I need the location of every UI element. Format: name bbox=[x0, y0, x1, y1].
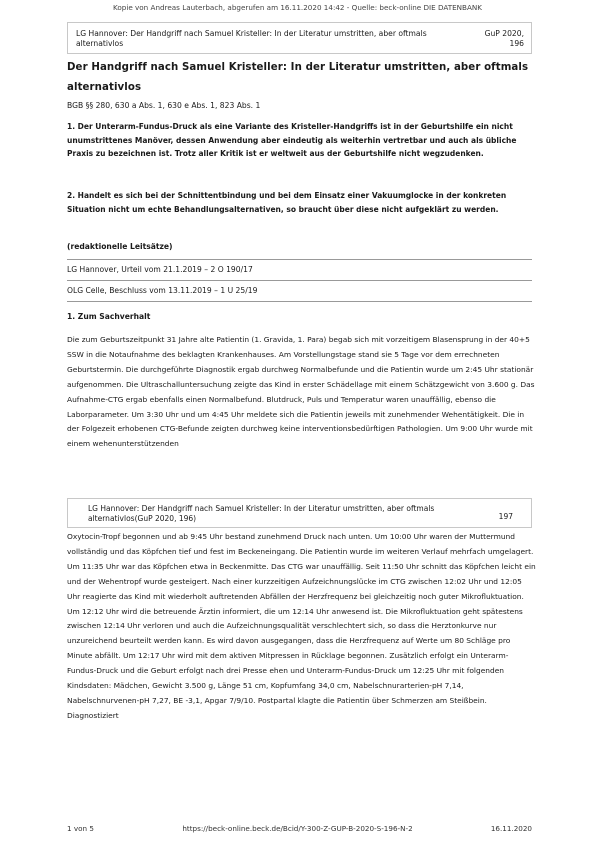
source-line: Kopie von Andreas Lauterbach, abgerufen am 16.11.2020 14:42 - Quelle: beck-online DIE DATENBANK bbox=[113, 3, 482, 12]
document-title: Der Handgriff nach Samuel Kristeller: In der Literatur umstritten, aber oftmals alternativlos bbox=[67, 62, 529, 93]
body-paragraph-1: Die zum Geburtszeitpunkt 31 Jahre alte Patientin (1. Gravida, 1. Para) begab sich mit vorzeitigem Blasensprung in der 40+5 SSW in die Notaufnahme des beklagten Krankenhauses. Am Vorstellungstage stand sie 5 Tage vor dem errechneten Geburtstermin. Die durchgeführte Diagnostik ergab durchweg Normalbefunde und die Patientin wurde um 2:45 Uhr stationär aufgenommen. Die Ultraschalluntersuchung zeigte das Kind in erster Schädellage mit einem Schätzgewicht von 3.600 g. Das Aufnahme-CTG ergab ebenfalls einen Normalbefund. Blutdruck, Puls und Temperatur waren unauffällig, ebenso die Laborparameter. Um 3:30 Uhr und um 4:45 Uhr meldete sich die Patientin jeweils mit zunehmender Wehentätigkeit. Die in der Folgezeit erhobenen CTG-Befunde zeigten durchweg keine interventionsbedürftigen Pathologien. Um 9:00 Uhr wurde mit einem wehenunterstützenden bbox=[67, 335, 535, 449]
headnote-2: 2. Handelt es sich bei der Schnittentbindung und bei dem Einsatz einer Vakuumglocke in der konkreten Situation nicht um echte Behandlungsalternativen, so braucht über diese nicht aufgeklärt zu werden. bbox=[67, 191, 507, 214]
footer-url[interactable]: https://beck-online.beck.de/Bcid/Y-300-Z-GUP-B-2020-S-196-N-2 bbox=[182, 824, 413, 833]
page-break-box bbox=[67, 498, 532, 528]
editorial-note: (redaktionelle Leitsätze) bbox=[67, 242, 173, 251]
divider bbox=[67, 301, 532, 302]
header-reference: GuP 2020, 196 bbox=[484, 29, 524, 48]
divider bbox=[67, 259, 532, 260]
norms-line: BGB §§ 280, 630 a Abs. 1, 630 e Abs. 1, 823 Abs. 1 bbox=[67, 101, 261, 110]
court-decision-2: OLG Celle, Beschluss vom 13.11.2019 – 1 U 25/19 bbox=[67, 286, 258, 295]
headnote-1: 1. Der Unterarm-Fundus-Druck als eine Variante des Kristeller-Handgriffs ist in der Geburtshilfe ein nicht unumstrittenes Manöver, dessen Anwendung aber eindeutig als weiterhin vertretbar und auch als übliche Praxis zu bezeichnen ist. Trotz aller Kritik ist er weltweit aus der Geburtshilfe nicht wegzudenken. bbox=[67, 122, 517, 159]
document-header-box bbox=[67, 22, 532, 54]
footer-page-count: 1 von 5 bbox=[67, 824, 94, 833]
body-paragraph-2: Oxytocin-Tropf begonnen und ab 9:45 Uhr bestand zunehmend Druck nach unten. Um 10:00 Uhr waren der Muttermund vollständig und das Köpfchen tief und fest im Beckeneingang. Die Patientin wurde im weiteren Verlauf mehrfach umgelagert. Um 11:35 Uhr war das Köpfchen etwa in Beckenmitte. Das CTG war unauffällig. Seit 11:50 Uhr schnitt das Köpfchen leicht ein und der Wehentropf wurde gesteigert. Nach einer kurzzeitigen Aufzeichnungslücke im CTG zwischen 12:02 Uhr und 12:05 Uhr reagierte das Kind mit wiederholt auftretenden Abfällen der Herzfrequenz bei gleichzeitig noch guter Mikrofluktuation. Um 12:12 Uhr wird die betreuende Ärztin informiert, die um 12:14 Uhr anwesend ist. Die Mikrofluktuation geht spätestens zwischen 12:14 Uhr verloren und auch die Aufzeichnungsqualität verschlechtert sich, so dass die Herztonkurve nur unzureichend beurteilt werden kann. Es wird davon ausgegangen, dass die Herzfrequenz auf Werte um 80 Schläge pro Minute abfällt. Um 12:17 Uhr wird mit dem aktiven Mitpressen in Rücklage begonnen. Zusätzlich erfolgt ein Unterarm-Fundus-Druck und die Geburt erfolgt nach drei Presse ehen und Unterarm-Fundus-Druck um 12:25 Uhr mit folgenden Kindsdaten: Mädchen, Gewicht 3.500 g, Länge 51 cm, Kopfumfang 34,0 cm, Nabelschnurarterien-pH 7,14, Nabelschnurvenen-pH 7,27, BE -3,1, Apgar 7/9/10. Postpartal klagte die Patientin über Schmerzen am Steißbein. Diagnostiziert bbox=[67, 532, 536, 720]
court-decision-1: LG Hannover, Urteil vom 21.1.2019 – 2 O 190/17 bbox=[67, 265, 253, 274]
header-title: LG Hannover: Der Handgriff nach Samuel Kristeller: In der Literatur umstritten, aber oftmals alternativlos bbox=[76, 29, 427, 48]
footer-date: 16.11.2020 bbox=[490, 824, 532, 833]
page-number: 197 bbox=[498, 512, 513, 521]
section-title: 1. Zum Sachverhalt bbox=[67, 312, 151, 321]
page-break-title: LG Hannover: Der Handgriff nach Samuel Kristeller: In der Literatur umstritten, aber oftmals alternativlos(GuP 2020, 196) bbox=[88, 504, 435, 523]
divider bbox=[67, 280, 532, 281]
